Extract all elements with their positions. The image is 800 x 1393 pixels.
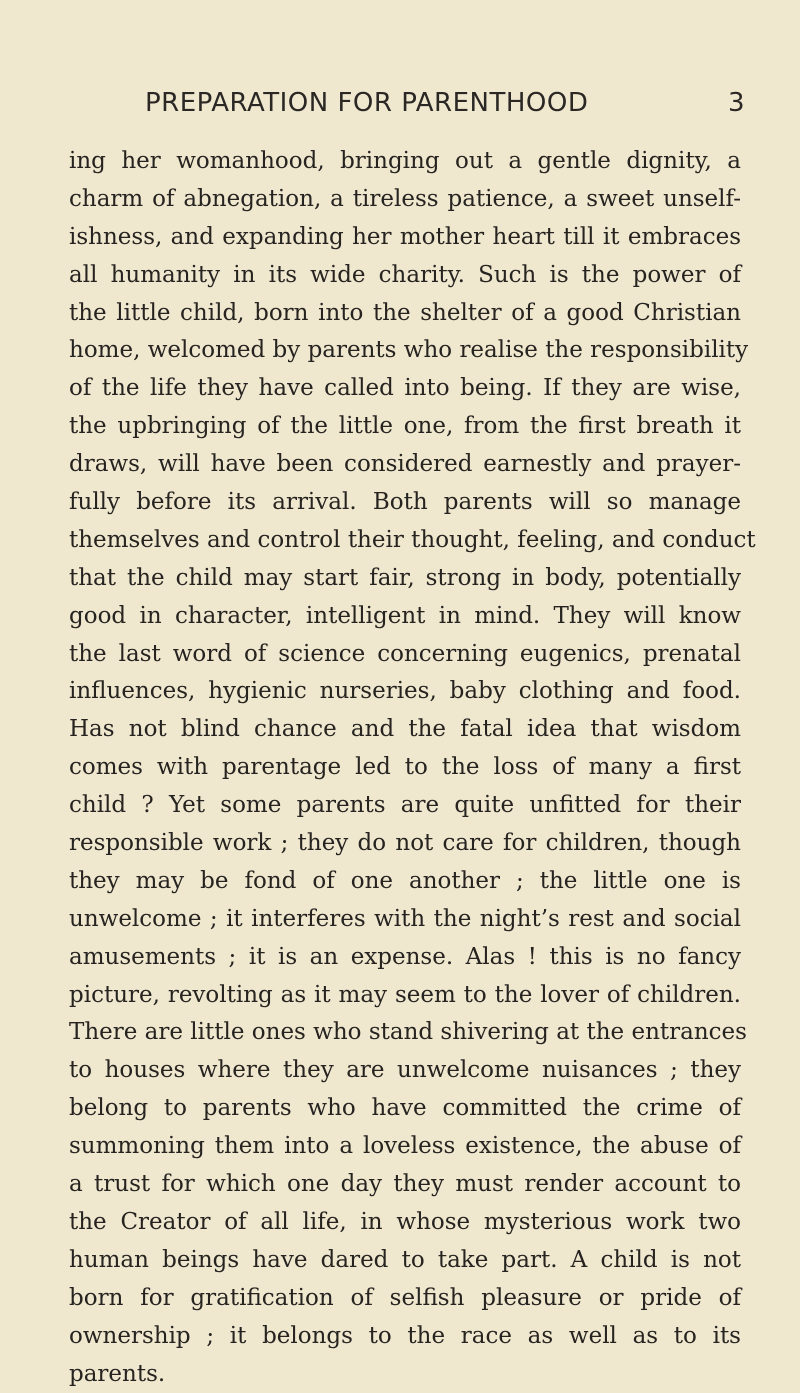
text-line: comes with parentage led to the loss of many a first (69, 749, 741, 787)
text-line: they may be fond of one another ; the little one is (69, 863, 741, 901)
text-line: fully before its arrival. Both parents will so manage (69, 484, 741, 522)
text-line: the last word of science concerning eugenics, prenatal (69, 636, 741, 674)
text-line: that the child may start fair, strong in body, potentially (69, 560, 741, 598)
text-line: ownership ; it belongs to the race as well as to its (69, 1318, 741, 1356)
text-line: responsible work ; they do not care for children, though (69, 825, 741, 863)
text-line: to houses where they are unwelcome nuisances ; they (69, 1052, 741, 1090)
running-title: PREPARATION FOR PARENTHOOD (145, 86, 655, 120)
text-line: ing her womanhood, bringing out a gentle dignity, a (69, 143, 741, 181)
text-line: of the life they have called into being. If they are wise, (69, 370, 741, 408)
text-line: influences, hygienic nurseries, baby clothing and food. (69, 673, 741, 711)
text-line: charm of abnegation, a tireless patience, a sweet unself- (69, 181, 741, 219)
text-line: good in character, intelligent in mind. They will know (69, 598, 741, 636)
text-line: the upbringing of the little one, from the first breath it (69, 408, 741, 446)
text-line: the Creator of all life, in whose mysterious work two (69, 1204, 741, 1242)
text-line: belong to parents who have committed the crime of (69, 1090, 741, 1128)
text-line: Has not blind chance and the fatal idea that wisdom (69, 711, 741, 749)
text-line: amusements ; it is an expense. Alas ! this is no fancy (69, 939, 741, 977)
text-line: summoning them into a loveless existence, the abuse of (69, 1128, 741, 1166)
text-line: home, welcomed by parents who realise the responsibility (69, 332, 741, 370)
text-line: ishness, and expanding her mother heart till it embraces (69, 219, 741, 257)
text-line: the little child, born into the shelter of a good Christian (69, 295, 741, 333)
text-line: all humanity in its wide charity. Such is the power of (69, 257, 741, 295)
body-paragraph (69, 143, 741, 1393)
text-line: There are little ones who stand shivering at the entrances (69, 1014, 741, 1052)
text-line: born for gratification of selfish pleasure or pride of (69, 1280, 741, 1318)
text-line: draws, will have been considered earnestly and prayer- (69, 446, 741, 484)
text-line: child ? Yet some parents are quite unfitted for their (69, 787, 741, 825)
page-number: 3 (728, 86, 745, 120)
text-line: themselves and control their thought, feeling, and conduct (69, 522, 741, 560)
text-line: unwelcome ; it interferes with the night’s rest and social (69, 901, 741, 939)
text-line-final: parents. (69, 1356, 741, 1393)
text-line: picture, revolting as it may seem to the lover of children. (69, 977, 741, 1015)
text-line: human beings have dared to take part. A child is not (69, 1242, 741, 1280)
text-line: a trust for which one day they must render account to (69, 1166, 741, 1204)
